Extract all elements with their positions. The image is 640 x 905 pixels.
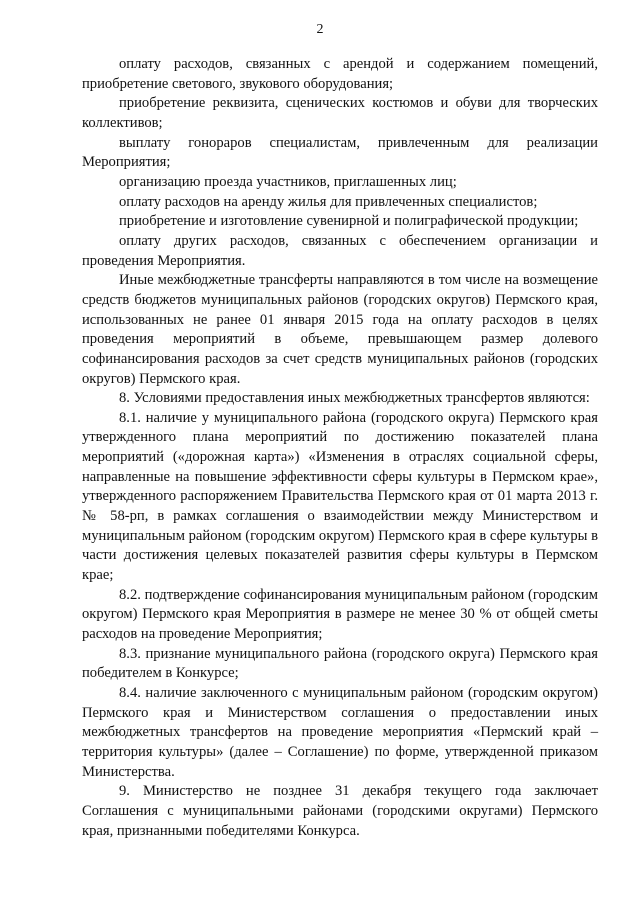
paragraph-rent-expenses: оплату расходов, связанных с арендой и содержанием помещений, приобретение светового, звукового оборудования; — [82, 56, 598, 92]
clause-9: 9. Министерство не позднее 31 декабря текущего года заключает Соглашения с муниципальными районами (городскими округами) Пермского края, признанными победителями Конкурса. — [82, 783, 598, 839]
paragraph-other-expenses: оплату других расходов, связанных с обеспечением организации и проведения Мероприятия. — [82, 232, 598, 269]
paragraph-housing: оплату расходов на аренду жилья для привлеченных специалистов; — [119, 193, 538, 210]
clause-8-2: 8.2. подтверждение софинансирования муниципальным районом (городским округом) Пермского края Мероприятия в размере не менее 30 % от общей сметы расходов на проведение Мероприятия; — [82, 586, 598, 643]
clause-8-4: 8.4. наличие заключенного с муниципальным районом (городским округом) Пермского края и Министерством соглашения о предоставлении иных межбюджетных трансфертов на проведение мероприятия «Пермский край – территория культуры» (далее – Соглашение) по форме, утвержденной приказом Министерства. — [82, 685, 598, 780]
paragraph-props-costumes: приобретение реквизита, сценических костюмов и обуви для творческих коллективов; — [82, 95, 598, 131]
paragraph-reimbursement: Иные межбюджетные трансферты направляются в том числе на возмещение средств бюджетов муниципальных районов (городских округов) Пермского края, использованных не ранее 01 января 2015 года на оплату расходов в целях проведения мероприятий в объеме, превышающем размер долевого софинансирования расходов за счет средств муниципальных районов (городских округов) Пермского края. — [82, 272, 598, 387]
document-body — [82, 55, 598, 841]
clause-8-3: 8.3. признание муниципального района (городского округа) Пермского края победителем в Конкурсе; — [82, 645, 598, 682]
paragraph-travel: организацию проезда участников, приглашенных лиц; — [119, 173, 457, 190]
clause-8-1: 8.1. наличие у муниципального района (городского округа) Пермского края утвержденного плана мероприятий по достижению показателей плана мероприятий («дорожная карта») «Изменения в отраслях социальной сферы, направленные на повышение эффективности сферы культуры в Пермском крае», утвержденного распоряжением Правительства Пермского края от 01 марта 2013 г. № 58-рп, в рамках соглашения о взаимодействии между Министерством и муниципальным районом (городским округом) Пермского края в сфере культуры в части достижения целевых показателей развития сферы культуры в Пермском крае; — [82, 409, 598, 584]
page-number: 2 — [316, 22, 324, 37]
paragraph-souvenirs: приобретение и изготовление сувенирной и полиграфической продукции; — [119, 213, 579, 230]
clause-8: 8. Условиями предоставления иных межбюджетных трансфертов являются: — [119, 390, 590, 407]
paragraph-fees: выплату гонораров специалистам, привлеченным для реализации Мероприятия; — [82, 134, 598, 171]
